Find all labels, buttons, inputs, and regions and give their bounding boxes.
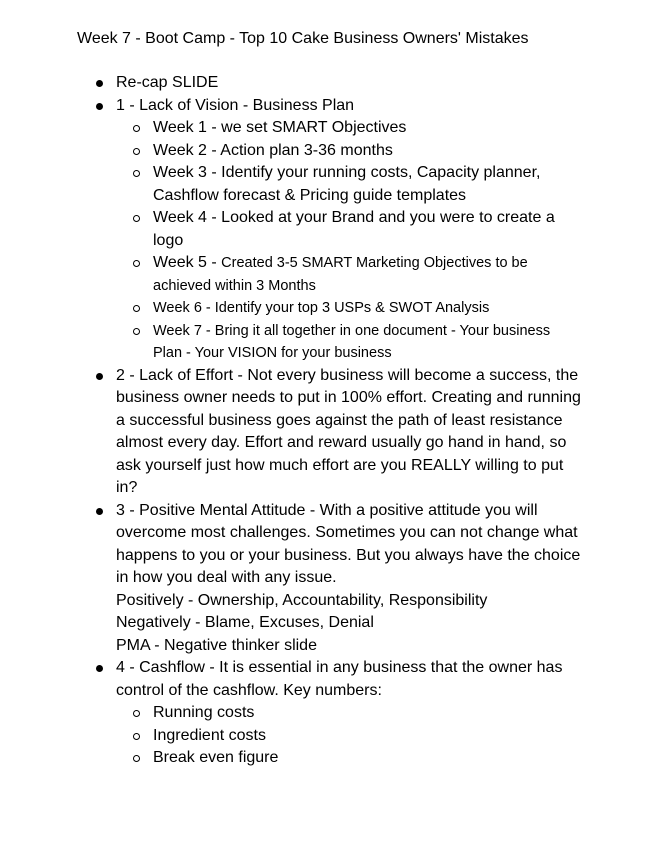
list-item-pma: 3 - Positive Mental Attitude - With a positive attitude you will overcome most challenges. Sometimes you can not change what happens to you or your business. But you always have the choice in how you deal with any issue. Positively - Ownership, Accountability, Responsibility Negatively - Blame, Excuses, Denial PMA - Negative thinker slide <box>0 500 582 658</box>
bullet-hollow-icon <box>133 305 140 312</box>
bullet-filled-icon <box>96 103 103 110</box>
sub-item-week-2: Week 2 - Action plan 3-36 months <box>0 140 573 163</box>
pma-positively: Positively - Ownership, Accountability, Responsibility <box>116 591 488 609</box>
list-item-effort: 2 - Lack of Effort - Not every business will become a success, the business owner needs to put in 100% effort. Creating and running a successful business goes against the path of least resistance almost every day. Effort and reward usually go hand in hand, so ask yourself just how much effort are you REALLY willing to put in? <box>0 365 582 500</box>
bullet-hollow-icon <box>133 328 140 335</box>
sub-item-week-5: Week 5 - Created 3-5 SMART Marketing Objectives to be achieved within 3 Months <box>0 252 573 297</box>
list-item-cashflow: 4 - Cashflow - It is essential in any business that the owner has control of the cashflow. Key numbers: <box>0 657 582 702</box>
bullet-hollow-icon <box>133 148 140 155</box>
list-item-vision: 1 - Lack of Vision - Business Plan <box>0 95 582 118</box>
bullet-hollow-icon <box>133 125 140 132</box>
bullet-hollow-icon <box>133 755 140 762</box>
bullet-filled-icon <box>96 80 103 87</box>
sub-item-ingredient-costs: Ingredient costs <box>0 725 573 748</box>
pma-negatively: Negatively - Blame, Excuses, Denial <box>116 614 374 631</box>
sub-item-week-3: Week 3 - Identify your running costs, Capacity planner, Cashflow forecast & Pricing guide templates <box>0 162 573 207</box>
sub-item-running-costs: Running costs <box>0 702 573 725</box>
bullet-list <box>0 72 652 770</box>
sub-item-week-1: Week 1 - we set SMART Objectives <box>0 117 573 140</box>
sub-item-break-even: Break even figure <box>0 747 573 770</box>
bullet-filled-icon <box>96 373 103 380</box>
list-item-recap: Re-cap SLIDE <box>0 72 582 95</box>
sub-item-week-7: Week 7 - Bring it all together in one document - Your business Plan - Your VISION for your business <box>0 320 573 365</box>
document-title: Week 7 - Boot Camp - Top 10 Cake Business Owners' Mistakes <box>77 30 529 47</box>
bullet-hollow-icon <box>133 710 140 717</box>
bullet-hollow-icon <box>133 260 140 267</box>
bullet-filled-icon <box>96 665 103 672</box>
bullet-hollow-icon <box>133 170 140 177</box>
pma-slide: PMA - Negative thinker slide <box>116 636 317 654</box>
bullet-hollow-icon <box>133 215 140 222</box>
sub-item-week-6: Week 6 - Identify your top 3 USPs & SWOT Analysis <box>0 297 573 320</box>
bullet-hollow-icon <box>133 733 140 740</box>
sub-item-week-4: Week 4 - Looked at your Brand and you were to create a logo <box>0 207 573 252</box>
bullet-filled-icon <box>96 508 103 515</box>
